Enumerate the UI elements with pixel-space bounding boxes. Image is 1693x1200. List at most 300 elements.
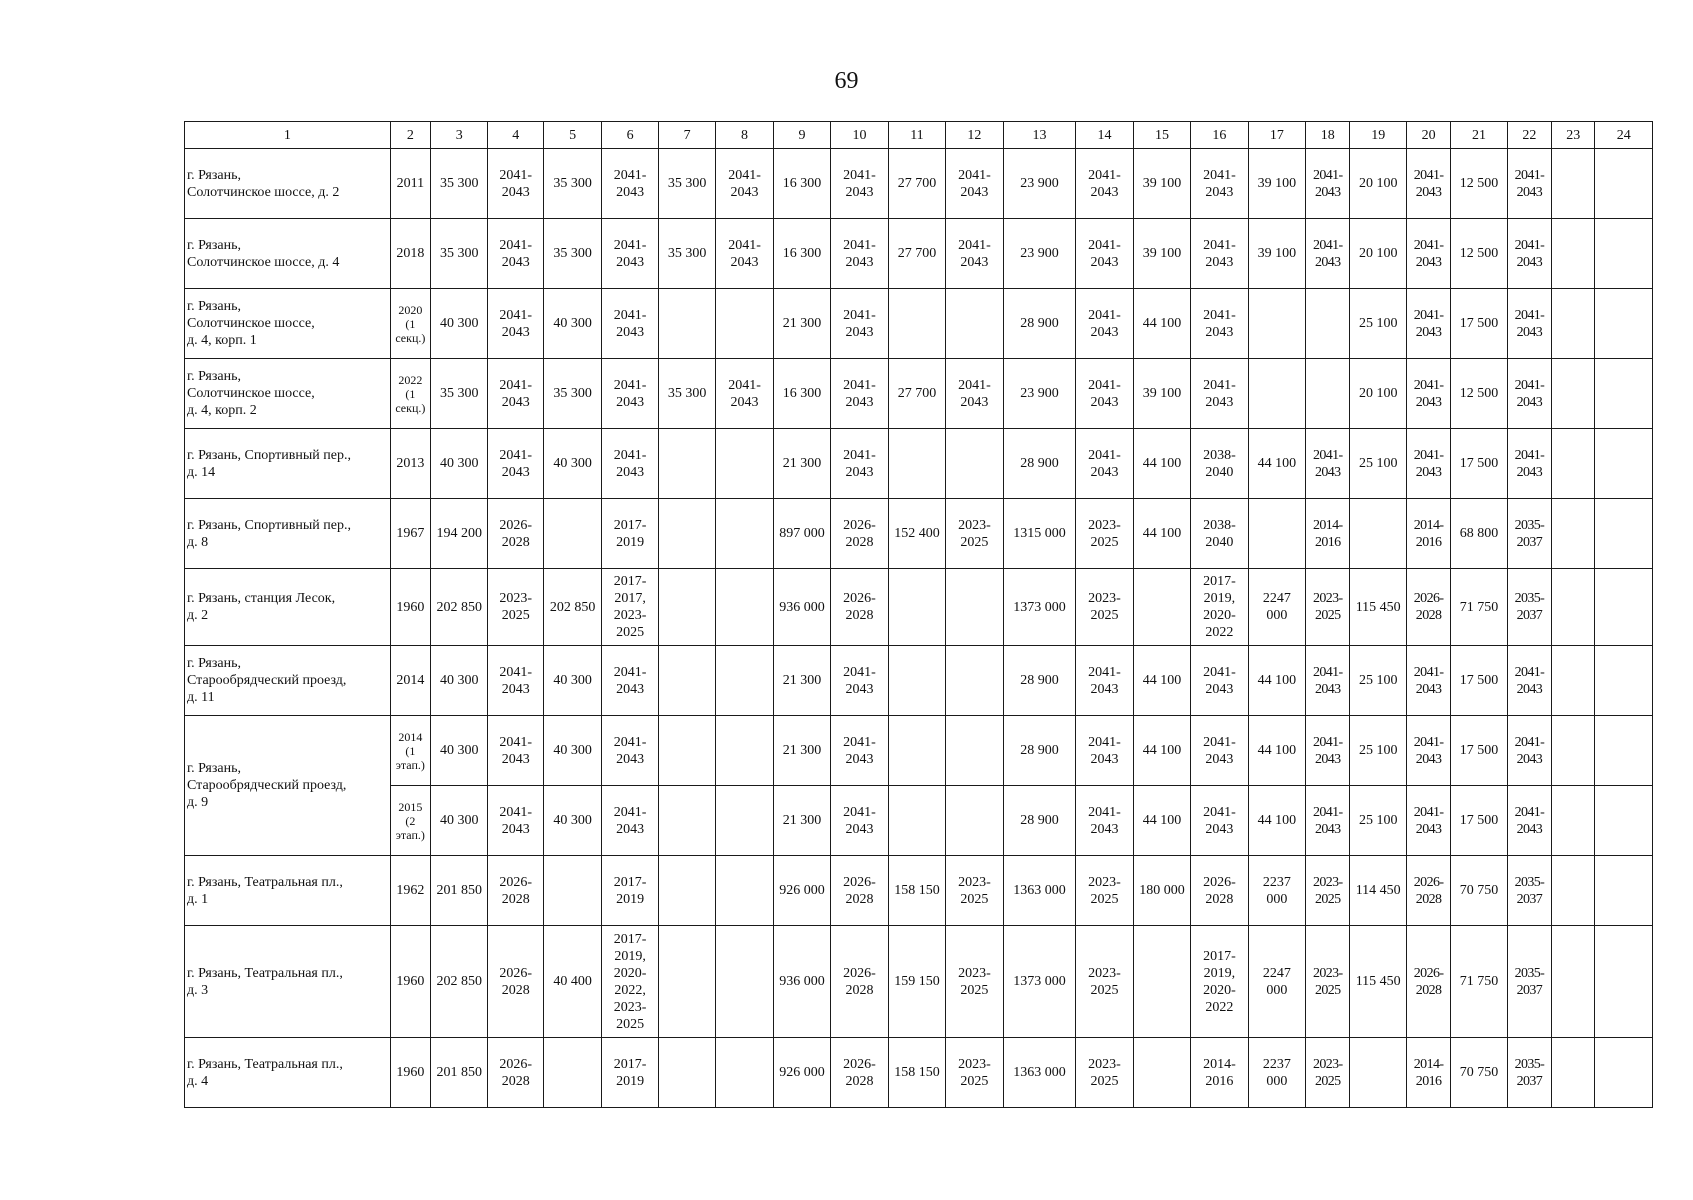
table-cell: 44 100: [1248, 716, 1305, 786]
table-cell: 2247 000: [1248, 569, 1305, 646]
table-cell: 2026- 2028: [488, 926, 543, 1038]
table-cell: 1960: [390, 569, 430, 646]
table-cell: [946, 289, 1003, 359]
table-row: [185, 429, 1653, 499]
table-cell: [658, 429, 715, 499]
table-row: [185, 499, 1653, 569]
table-cell: 2041- 2043: [488, 716, 543, 786]
table-cell: 926 000: [773, 1038, 830, 1108]
table-cell: [716, 646, 773, 716]
table-cell: [888, 786, 945, 856]
table-cell: [543, 856, 601, 926]
table-cell: 2041- 2043: [1406, 359, 1450, 429]
table-cell: 21 300: [773, 429, 830, 499]
table-cell: 2022 (1 секц.): [390, 359, 430, 429]
table-cell: 1363 000: [1003, 856, 1076, 926]
table-cell: [1248, 359, 1305, 429]
table-cell: 114 450: [1350, 856, 1406, 926]
address-cell: г. Рязань, Театральная пл., д. 4: [185, 1038, 391, 1108]
table-cell: [1595, 499, 1653, 569]
header-cell: 10: [831, 122, 888, 149]
table-cell: 2041- 2043: [831, 289, 888, 359]
table-cell: 2035- 2037: [1507, 499, 1551, 569]
table-cell: [1306, 289, 1350, 359]
table-cell: 2017- 2019: [602, 499, 658, 569]
table-cell: 2041- 2043: [1306, 786, 1350, 856]
table-row: [185, 359, 1653, 429]
table-cell: 202 850: [431, 569, 488, 646]
address-cell: г. Рязань, Старообрядческий проезд, д. 9: [185, 716, 391, 856]
table-cell: 2041- 2043: [1076, 289, 1133, 359]
table-cell: 2041- 2043: [1076, 716, 1133, 786]
table-cell: [1595, 856, 1653, 926]
table-cell: 35 300: [658, 359, 715, 429]
table-cell: 40 300: [431, 289, 488, 359]
table-cell: 2041- 2043: [1076, 219, 1133, 289]
table-cell: 202 850: [431, 926, 488, 1038]
address-cell: г. Рязань, Солотчинское шоссе, д. 4, корп. 2: [185, 359, 391, 429]
table-cell: 2041- 2043: [602, 786, 658, 856]
table-cell: 2041- 2043: [488, 786, 543, 856]
table-cell: 2026- 2028: [488, 856, 543, 926]
table-cell: 2026- 2028: [1406, 856, 1450, 926]
table-cell: [946, 646, 1003, 716]
table-cell: 2041- 2043: [831, 429, 888, 499]
table-cell: [1552, 499, 1595, 569]
table-cell: 2041- 2043: [1406, 289, 1450, 359]
table-cell: 39 100: [1133, 149, 1190, 219]
table-cell: 159 150: [888, 926, 945, 1038]
table-cell: 202 850: [543, 569, 601, 646]
table-cell: 2017- 2019, 2020- 2022: [1191, 926, 1248, 1038]
table-cell: 17 500: [1451, 289, 1507, 359]
table-cell: [1552, 429, 1595, 499]
table-cell: 2041- 2043: [1306, 646, 1350, 716]
table-cell: 28 900: [1003, 429, 1076, 499]
table-cell: 44 100: [1248, 429, 1305, 499]
table-cell: [716, 856, 773, 926]
table-cell: 2041- 2043: [1406, 219, 1450, 289]
table-cell: 158 150: [888, 856, 945, 926]
table-cell: 25 100: [1350, 786, 1406, 856]
table-cell: 2014- 2016: [1406, 499, 1450, 569]
header-cell: 14: [1076, 122, 1133, 149]
table-cell: 2018: [390, 219, 430, 289]
table-cell: 2041- 2043: [602, 149, 658, 219]
table-row: [185, 646, 1653, 716]
table-cell: 25 100: [1350, 429, 1406, 499]
header-cell: 6: [602, 122, 658, 149]
table-cell: 2041- 2043: [831, 786, 888, 856]
table-cell: 40 300: [543, 289, 601, 359]
table-cell: 1967: [390, 499, 430, 569]
table-cell: [658, 646, 715, 716]
table-cell: 44 100: [1133, 716, 1190, 786]
table-cell: 2023- 2025: [1306, 569, 1350, 646]
table-cell: 2038- 2040: [1191, 499, 1248, 569]
table-cell: 1315 000: [1003, 499, 1076, 569]
header-cell: 18: [1306, 122, 1350, 149]
table-cell: [1595, 926, 1653, 1038]
table-cell: [888, 569, 945, 646]
table-row: [185, 716, 1653, 786]
table-cell: 936 000: [773, 926, 830, 1038]
header-cell: 15: [1133, 122, 1190, 149]
table-cell: [1552, 359, 1595, 429]
table-cell: 2041- 2043: [1306, 219, 1350, 289]
table-cell: [1595, 149, 1653, 219]
table-cell: 2035- 2037: [1507, 856, 1551, 926]
table-cell: [716, 499, 773, 569]
table-cell: 152 400: [888, 499, 945, 569]
table-cell: 2026- 2028: [831, 1038, 888, 1108]
table-cell: 12 500: [1451, 359, 1507, 429]
table-cell: 44 100: [1133, 499, 1190, 569]
table-cell: 25 100: [1350, 716, 1406, 786]
table-cell: 17 500: [1451, 716, 1507, 786]
table-cell: [543, 499, 601, 569]
table-cell: 2041- 2043: [831, 219, 888, 289]
table-cell: [1595, 1038, 1653, 1108]
table-cell: 2023- 2025: [1306, 1038, 1350, 1108]
table-cell: [888, 429, 945, 499]
table-cell: 44 100: [1248, 786, 1305, 856]
table-cell: 2041- 2043: [602, 646, 658, 716]
table-cell: 25 100: [1350, 289, 1406, 359]
table-cell: [658, 569, 715, 646]
table-cell: 2041- 2043: [1076, 786, 1133, 856]
table-cell: 17 500: [1451, 429, 1507, 499]
table-cell: 44 100: [1248, 646, 1305, 716]
table-cell: 70 750: [1451, 1038, 1507, 1108]
table-cell: 2041- 2043: [1507, 219, 1551, 289]
page-number: 69: [834, 68, 859, 94]
header-cell: 1: [185, 122, 391, 149]
table-cell: 2023- 2025: [946, 856, 1003, 926]
table-cell: 44 100: [1133, 646, 1190, 716]
table-cell: 16 300: [773, 149, 830, 219]
table-cell: 21 300: [773, 646, 830, 716]
table-cell: 2026- 2028: [1191, 856, 1248, 926]
table-cell: 2041- 2043: [1191, 219, 1248, 289]
table-cell: 936 000: [773, 569, 830, 646]
address-cell: г. Рязань, станция Лесок, д. 2: [185, 569, 391, 646]
table-cell: [716, 926, 773, 1038]
table-cell: 2020 (1 секц.): [390, 289, 430, 359]
table-cell: 40 300: [431, 429, 488, 499]
table-cell: 2017- 2017, 2023- 2025: [602, 569, 658, 646]
table-cell: 35 300: [543, 359, 601, 429]
table-cell: 2041- 2043: [716, 149, 773, 219]
header-cell: 24: [1595, 122, 1653, 149]
table-cell: 2041- 2043: [946, 149, 1003, 219]
table-cell: 21 300: [773, 786, 830, 856]
table-cell: [1248, 499, 1305, 569]
table-cell: 2041- 2043: [488, 149, 543, 219]
header-cell: 16: [1191, 122, 1248, 149]
table-cell: 926 000: [773, 856, 830, 926]
table-cell: 897 000: [773, 499, 830, 569]
table-cell: 2023- 2025: [946, 1038, 1003, 1108]
table-cell: [716, 289, 773, 359]
table-cell: 2041- 2043: [488, 646, 543, 716]
table-cell: [1552, 926, 1595, 1038]
table-cell: [658, 289, 715, 359]
table-cell: 1960: [390, 926, 430, 1038]
table-cell: 2023- 2025: [1076, 1038, 1133, 1108]
table-cell: [1552, 149, 1595, 219]
table-cell: 2041- 2043: [1191, 646, 1248, 716]
table-cell: 2023- 2025: [1306, 856, 1350, 926]
table-cell: 2041- 2043: [1191, 149, 1248, 219]
table-cell: [658, 716, 715, 786]
table-cell: 40 300: [431, 716, 488, 786]
table-cell: [658, 926, 715, 1038]
table-cell: [1595, 646, 1653, 716]
table-cell: [658, 786, 715, 856]
header-cell: 9: [773, 122, 830, 149]
table-cell: [716, 569, 773, 646]
table-row: [185, 219, 1653, 289]
table-cell: [716, 716, 773, 786]
table-cell: 2237 000: [1248, 856, 1305, 926]
table-cell: 2026- 2028: [488, 499, 543, 569]
table-cell: 2017- 2019: [602, 1038, 658, 1108]
table-cell: [1552, 219, 1595, 289]
table-cell: [1552, 1038, 1595, 1108]
table-cell: 2041- 2043: [1306, 429, 1350, 499]
header-cell: 2: [390, 122, 430, 149]
table-cell: [658, 856, 715, 926]
table-cell: [946, 716, 1003, 786]
table-cell: 35 300: [431, 359, 488, 429]
table-cell: 2041- 2043: [1076, 149, 1133, 219]
table-cell: 2041- 2043: [1507, 359, 1551, 429]
table-cell: 2041- 2043: [831, 716, 888, 786]
table-cell: 2026- 2028: [831, 926, 888, 1038]
table-cell: 1373 000: [1003, 926, 1076, 1038]
table-cell: [716, 429, 773, 499]
table-cell: 2023- 2025: [946, 499, 1003, 569]
table-cell: 28 900: [1003, 646, 1076, 716]
table-cell: 2041- 2043: [488, 289, 543, 359]
table-cell: 16 300: [773, 359, 830, 429]
table-cell: 2041- 2043: [946, 219, 1003, 289]
table-cell: [1595, 569, 1653, 646]
table-cell: [888, 289, 945, 359]
table-cell: [1552, 569, 1595, 646]
table-cell: 27 700: [888, 359, 945, 429]
table-cell: 40 300: [543, 646, 601, 716]
table-cell: 2011: [390, 149, 430, 219]
table-cell: [888, 646, 945, 716]
table-cell: [1595, 429, 1653, 499]
table-cell: [946, 786, 1003, 856]
table-cell: 2023- 2025: [1076, 856, 1133, 926]
table-row: [185, 149, 1653, 219]
table-cell: 2014 (1 этап.): [390, 716, 430, 786]
table-cell: 2041- 2043: [1191, 716, 1248, 786]
table-cell: 2026- 2028: [488, 1038, 543, 1108]
table-cell: 35 300: [658, 219, 715, 289]
table-cell: [1595, 716, 1653, 786]
table-cell: 2041- 2043: [602, 429, 658, 499]
table-cell: [1133, 1038, 1190, 1108]
header-cell: 13: [1003, 122, 1076, 149]
table-cell: 40 300: [543, 429, 601, 499]
table-cell: 2041- 2043: [1406, 716, 1450, 786]
table-cell: 2026- 2028: [831, 856, 888, 926]
table-cell: [888, 716, 945, 786]
table-cell: 2041- 2043: [488, 359, 543, 429]
table-cell: 115 450: [1350, 569, 1406, 646]
header-cell: 12: [946, 122, 1003, 149]
address-cell: г. Рязань, Спортивный пер., д. 8: [185, 499, 391, 569]
table-cell: 194 200: [431, 499, 488, 569]
address-cell: г. Рязань, Спортивный пер., д. 14: [185, 429, 391, 499]
data-table: [184, 121, 1653, 1108]
table-cell: 39 100: [1133, 219, 1190, 289]
table-cell: 2017- 2019, 2020- 2022, 2023- 2025: [602, 926, 658, 1038]
table-cell: 2026- 2028: [1406, 926, 1450, 1038]
table-cell: 44 100: [1133, 786, 1190, 856]
table-cell: 2041- 2043: [1076, 359, 1133, 429]
table-row: [185, 569, 1653, 646]
header-cell: 7: [658, 122, 715, 149]
table-cell: [1552, 786, 1595, 856]
address-cell: г. Рязань, Солотчинское шоссе, д. 4, корп. 1: [185, 289, 391, 359]
table-cell: 2017- 2019: [602, 856, 658, 926]
table-cell: [1133, 569, 1190, 646]
table-cell: 70 750: [1451, 856, 1507, 926]
table-cell: [1552, 289, 1595, 359]
table-cell: 2041- 2043: [1406, 429, 1450, 499]
table-cell: 17 500: [1451, 646, 1507, 716]
table-cell: 20 100: [1350, 359, 1406, 429]
address-cell: г. Рязань, Театральная пл., д. 1: [185, 856, 391, 926]
table-cell: 2041- 2043: [1507, 646, 1551, 716]
table-cell: 1960: [390, 1038, 430, 1108]
table-cell: 35 300: [543, 149, 601, 219]
table-cell: 39 100: [1248, 219, 1305, 289]
table-cell: 21 300: [773, 716, 830, 786]
table-cell: 2023- 2025: [1076, 569, 1133, 646]
table-cell: 2041- 2043: [1406, 149, 1450, 219]
table-cell: 1363 000: [1003, 1038, 1076, 1108]
table-cell: [1133, 926, 1190, 1038]
table-cell: 12 500: [1451, 219, 1507, 289]
table-cell: [543, 1038, 601, 1108]
table-cell: 27 700: [888, 219, 945, 289]
table-row: [185, 786, 1653, 856]
table-cell: [1248, 289, 1305, 359]
table-cell: 71 750: [1451, 569, 1507, 646]
table-cell: 2041- 2043: [1507, 786, 1551, 856]
table-cell: [946, 429, 1003, 499]
table-cell: 2041- 2043: [1507, 149, 1551, 219]
table-cell: 35 300: [543, 219, 601, 289]
header-cell: 17: [1248, 122, 1305, 149]
table-cell: 40 300: [543, 786, 601, 856]
table-cell: 2247 000: [1248, 926, 1305, 1038]
table-cell: 2041- 2043: [1306, 716, 1350, 786]
table-cell: 2013: [390, 429, 430, 499]
table-cell: 28 900: [1003, 786, 1076, 856]
table-cell: [1350, 499, 1406, 569]
header-cell: 19: [1350, 122, 1406, 149]
table-cell: 2014- 2016: [1406, 1038, 1450, 1108]
table-cell: 2041- 2043: [831, 646, 888, 716]
table-cell: 2035- 2037: [1507, 1038, 1551, 1108]
table-cell: 2041- 2043: [1507, 429, 1551, 499]
table-cell: [1595, 786, 1653, 856]
table-cell: [1552, 716, 1595, 786]
table-cell: 2041- 2043: [1076, 429, 1133, 499]
header-row: [185, 122, 1653, 149]
table-cell: 27 700: [888, 149, 945, 219]
table-row: [185, 856, 1653, 926]
table-cell: 2023- 2025: [1076, 499, 1133, 569]
address-cell: г. Рязань, Солотчинское шоссе, д. 2: [185, 149, 391, 219]
table-cell: 2237 000: [1248, 1038, 1305, 1108]
header-cell: 20: [1406, 122, 1450, 149]
table-cell: 2041- 2043: [1191, 289, 1248, 359]
table-cell: 115 450: [1350, 926, 1406, 1038]
table-cell: 35 300: [658, 149, 715, 219]
table-cell: 2041- 2043: [602, 716, 658, 786]
table-row: [185, 289, 1653, 359]
table-cell: 21 300: [773, 289, 830, 359]
table-cell: 2041- 2043: [1507, 289, 1551, 359]
table-cell: 25 100: [1350, 646, 1406, 716]
table-cell: 2041- 2043: [831, 359, 888, 429]
address-cell: г. Рязань, Старообрядческий проезд, д. 11: [185, 646, 391, 716]
table-cell: 201 850: [431, 856, 488, 926]
header-cell: 21: [1451, 122, 1507, 149]
header-cell: 8: [716, 122, 773, 149]
table-cell: 17 500: [1451, 786, 1507, 856]
table-cell: 16 300: [773, 219, 830, 289]
table-row: [185, 1038, 1653, 1108]
table-cell: [1350, 1038, 1406, 1108]
table-cell: 2041- 2043: [488, 429, 543, 499]
table-cell: [658, 1038, 715, 1108]
table-cell: [946, 569, 1003, 646]
table-cell: 180 000: [1133, 856, 1190, 926]
table-cell: 39 100: [1248, 149, 1305, 219]
table-cell: 2014- 2016: [1306, 499, 1350, 569]
table-row: [185, 926, 1653, 1038]
table-cell: 2041- 2043: [1076, 646, 1133, 716]
header-cell: 23: [1552, 122, 1595, 149]
table-cell: 1962: [390, 856, 430, 926]
table-cell: 2014: [390, 646, 430, 716]
table-cell: 2041- 2043: [488, 219, 543, 289]
table-cell: 2038- 2040: [1191, 429, 1248, 499]
table-cell: 71 750: [1451, 926, 1507, 1038]
table-cell: 40 300: [431, 786, 488, 856]
table-cell: 158 150: [888, 1038, 945, 1108]
table-cell: 2026- 2028: [831, 569, 888, 646]
table-cell: 35 300: [431, 219, 488, 289]
table-cell: 2026- 2028: [1406, 569, 1450, 646]
table-cell: 2035- 2037: [1507, 926, 1551, 1038]
header-cell: 11: [888, 122, 945, 149]
table-cell: [716, 1038, 773, 1108]
table-cell: 2023- 2025: [946, 926, 1003, 1038]
table-cell: 2023- 2025: [1306, 926, 1350, 1038]
table-cell: [1552, 856, 1595, 926]
